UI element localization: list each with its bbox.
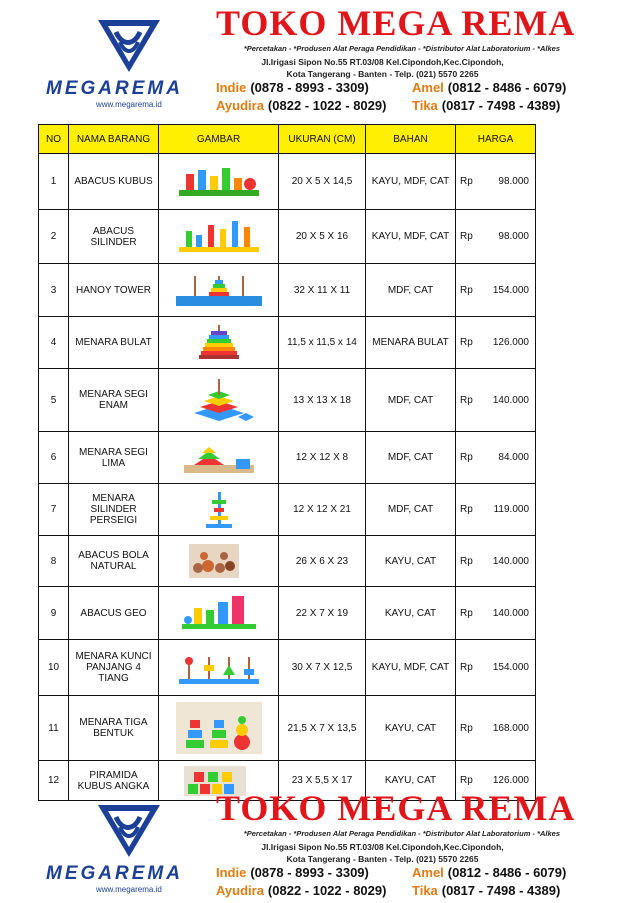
cell-name: ABACUS KUBUS xyxy=(69,154,159,210)
hexagon-tower-icon xyxy=(174,377,264,423)
three-shape-tower-icon xyxy=(174,700,264,756)
cell-name: MENARA SILINDER PERSEIGI xyxy=(69,484,159,536)
cell-no: 9 xyxy=(39,587,69,640)
cell-size: 23 X 5,5 X 17 xyxy=(279,761,366,801)
logo-wordmark: MEGAREMA xyxy=(46,78,183,99)
cell-image xyxy=(159,536,279,587)
contact xyxy=(216,98,386,113)
contact-name: Ayudira xyxy=(216,98,264,113)
cell-no: 11 xyxy=(39,696,69,761)
address-line-1: Jl.Irigasi Sipon No.55 RT.03/08 Kel.Cipondoh,Kec.Cipondoh, xyxy=(261,842,504,852)
price-table xyxy=(38,124,536,801)
cell-no: 3 xyxy=(39,264,69,317)
price-value: 84.000 xyxy=(498,452,529,463)
cell-name: MENARA SEGI ENAM xyxy=(69,369,159,432)
contact-phone: (0822 - 1022 - 8029) xyxy=(267,883,387,898)
cell-size: 11,5 x 11,5 x 14 xyxy=(279,317,366,369)
address xyxy=(255,56,510,80)
cell-no: 6 xyxy=(39,432,69,484)
logo-wordmark: MEGAREMA xyxy=(46,863,183,884)
table-header-row xyxy=(39,125,536,154)
square-cylinder-tower-icon xyxy=(174,492,264,528)
cell-size: 22 X 7 X 19 xyxy=(279,587,366,640)
logo-url: www.megarema.id xyxy=(96,100,162,109)
cell-material: KAYU, MDF, CAT xyxy=(366,154,456,210)
currency-label: Rp xyxy=(460,504,473,515)
contact-phone: (0812 - 8486 - 6079) xyxy=(447,80,567,95)
contact-name: Tika xyxy=(412,98,438,113)
price-value: 140.000 xyxy=(492,607,529,619)
price-value: 154.000 xyxy=(492,662,529,673)
address-line-1: Jl.Irigasi Sipon No.55 RT.03/08 Kel.Cipondoh,Kec.Cipondoh, xyxy=(261,57,504,67)
price-value: 98.000 xyxy=(498,231,529,242)
cell-no: 4 xyxy=(39,317,69,369)
round-tower-icon xyxy=(174,325,264,361)
contact-name: Amel xyxy=(412,80,444,95)
cell-name: ABACUS GEO xyxy=(69,587,159,640)
price-value: 98.000 xyxy=(498,176,529,187)
col-header-size: UKURAN (CM) xyxy=(279,125,366,154)
table-row xyxy=(39,317,536,369)
cell-price xyxy=(456,317,536,369)
cell-no: 2 xyxy=(39,210,69,264)
currency-label: Rp xyxy=(460,555,473,567)
col-header-price: HARGA xyxy=(456,125,536,154)
cell-name: ABACUS SILINDER xyxy=(69,210,159,264)
cell-price xyxy=(456,154,536,210)
contact-name: Ayudira xyxy=(216,883,264,898)
cell-name: MENARA KUNCI PANJANG 4 TIANG xyxy=(69,640,159,696)
col-header-no: NO xyxy=(39,125,69,154)
table-row xyxy=(39,696,536,761)
cell-material: MDF, CAT xyxy=(366,264,456,317)
table-row xyxy=(39,210,536,264)
currency-label: Rp xyxy=(460,284,473,296)
cell-no: 12 xyxy=(39,761,69,801)
cell-size: 20 X 5 X 16 xyxy=(279,210,366,264)
cell-size: 12 X 12 X 21 xyxy=(279,484,366,536)
cell-name: MENARA SEGI LIMA xyxy=(69,432,159,484)
cell-size: 26 X 6 X 23 xyxy=(279,536,366,587)
cell-size: 12 X 12 X 8 xyxy=(279,432,366,484)
cell-name: MENARA BULAT xyxy=(69,317,159,369)
logo xyxy=(44,10,224,110)
col-header-image: GAMBAR xyxy=(159,125,279,154)
cell-material: KAYU, CAT xyxy=(366,761,456,801)
cell-material: KAYU, CAT xyxy=(366,536,456,587)
table-row xyxy=(39,536,536,587)
contact xyxy=(412,883,560,898)
price-value: 140.000 xyxy=(492,555,529,567)
currency-label: Rp xyxy=(460,176,473,187)
currency-label: Rp xyxy=(460,775,473,786)
currency-label: Rp xyxy=(460,337,473,348)
price-value: 154.000 xyxy=(492,284,529,296)
tagline: *Percetakan - *Produsen Alat Peraga Pendidikan - *Distributor Alat Laboratorium - *Alkes xyxy=(243,829,560,838)
cell-price xyxy=(456,369,536,432)
cell-name: HANOY TOWER xyxy=(69,264,159,317)
cell-size: 32 X 11 X 11 xyxy=(279,264,366,317)
abacus-cube-icon xyxy=(174,164,264,200)
megarema-logo-icon xyxy=(94,801,164,861)
cell-image xyxy=(159,696,279,761)
cell-no: 10 xyxy=(39,640,69,696)
cell-image xyxy=(159,432,279,484)
cell-price xyxy=(456,484,536,536)
contact-phone: (0878 - 8993 - 3309) xyxy=(250,865,369,880)
price-value: 168.000 xyxy=(492,722,529,734)
table-row xyxy=(39,484,536,536)
price-value: 126.000 xyxy=(492,337,529,348)
currency-label: Rp xyxy=(460,452,473,463)
contact xyxy=(216,865,369,880)
cell-no: 5 xyxy=(39,369,69,432)
contact-phone: (0822 - 1022 - 8029) xyxy=(267,98,387,113)
contact-row xyxy=(216,865,567,883)
cell-material: KAYU, MDF, CAT xyxy=(366,640,456,696)
col-header-name: NAMA BARANG xyxy=(69,125,159,154)
contact-phone: (0817 - 7498 - 4389) xyxy=(441,883,561,898)
address-line-2: Kota Tangerang - Banten - Telp. (021) 5570 2265 xyxy=(286,69,479,79)
contact-phone: (0817 - 7498 - 4389) xyxy=(441,98,561,113)
cell-material: KAYU, CAT xyxy=(366,696,456,761)
contact-row xyxy=(216,80,567,98)
tagline: *Percetakan - *Produsen Alat Peraga Pendidikan - *Distributor Alat Laboratorium - *Alkes xyxy=(243,44,560,53)
logo xyxy=(44,795,224,895)
contact-phone: (0812 - 8486 - 6079) xyxy=(447,865,567,880)
contact-row xyxy=(216,883,561,901)
contact xyxy=(412,98,560,113)
contact-name: Indie xyxy=(216,865,247,880)
abacus-cylinder-icon xyxy=(174,219,264,255)
cell-name: PIRAMIDA KUBUS ANGKA xyxy=(69,761,159,801)
currency-label: Rp xyxy=(460,607,473,619)
currency-label: Rp xyxy=(460,231,473,242)
cell-price xyxy=(456,640,536,696)
currency-label: Rp xyxy=(460,662,473,673)
table-row xyxy=(39,432,536,484)
address-line-2: Kota Tangerang - Banten - Telp. (021) 5570 2265 xyxy=(286,854,479,864)
price-value: 140.000 xyxy=(492,394,529,406)
cell-no: 1 xyxy=(39,154,69,210)
cell-image xyxy=(159,317,279,369)
cell-price xyxy=(456,210,536,264)
cell-image xyxy=(159,369,279,432)
cell-image xyxy=(159,484,279,536)
cell-price xyxy=(456,432,536,484)
price-value: 126.000 xyxy=(492,775,529,786)
pentagon-tower-icon xyxy=(174,441,264,475)
table-row xyxy=(39,640,536,696)
megarema-logo-icon xyxy=(94,16,164,76)
table-row xyxy=(39,369,536,432)
cell-price xyxy=(456,587,536,640)
cell-price xyxy=(456,536,536,587)
geo-abacus-icon xyxy=(174,596,264,630)
cell-size: 30 X 7 X 12,5 xyxy=(279,640,366,696)
contact-name: Indie xyxy=(216,80,247,95)
cell-image xyxy=(159,264,279,317)
cell-no: 7 xyxy=(39,484,69,536)
table-row xyxy=(39,154,536,210)
cell-size: 13 X 13 X 18 xyxy=(279,369,366,432)
cell-material: KAYU, CAT xyxy=(366,587,456,640)
ball-abacus-icon xyxy=(174,542,264,580)
contact-name: Amel xyxy=(412,865,444,880)
contact-phone: (0878 - 8993 - 3309) xyxy=(250,80,369,95)
cell-name: MENARA TIGA BENTUK xyxy=(69,696,159,761)
cell-material: MENARA BULAT xyxy=(366,317,456,369)
header-top xyxy=(0,0,638,118)
contact xyxy=(216,883,386,898)
contact xyxy=(412,80,566,95)
cell-image xyxy=(159,210,279,264)
currency-label: Rp xyxy=(460,722,473,734)
cell-image xyxy=(159,640,279,696)
four-pole-tower-icon xyxy=(174,651,264,685)
contact-name: Tika xyxy=(412,883,438,898)
cell-size: 20 X 5 X 14,5 xyxy=(279,154,366,210)
cell-no: 8 xyxy=(39,536,69,587)
brand-title: TOKO MEGA REMA xyxy=(216,788,576,828)
cell-image xyxy=(159,587,279,640)
contact-row xyxy=(216,98,561,116)
cell-size: 21,5 X 7 X 13,5 xyxy=(279,696,366,761)
header-bottom xyxy=(0,785,638,903)
price-value: 119.000 xyxy=(493,504,529,515)
cell-material: MDF, CAT xyxy=(366,369,456,432)
cell-price xyxy=(456,696,536,761)
cell-image xyxy=(159,154,279,210)
currency-label: Rp xyxy=(460,394,473,406)
logo-url: www.megarema.id xyxy=(96,885,162,894)
cell-name: ABACUS BOLA NATURAL xyxy=(69,536,159,587)
cell-price xyxy=(456,264,536,317)
table-row xyxy=(39,264,536,317)
cell-material: MDF, CAT xyxy=(366,432,456,484)
col-header-material: BAHAN xyxy=(366,125,456,154)
cell-material: KAYU, MDF, CAT xyxy=(366,210,456,264)
cell-material: MDF, CAT xyxy=(366,484,456,536)
contact xyxy=(216,80,369,95)
table-row xyxy=(39,587,536,640)
brand-title: TOKO MEGA REMA xyxy=(216,3,576,43)
hanoi-tower-icon xyxy=(174,274,264,306)
contact xyxy=(412,865,566,880)
address xyxy=(255,841,510,865)
